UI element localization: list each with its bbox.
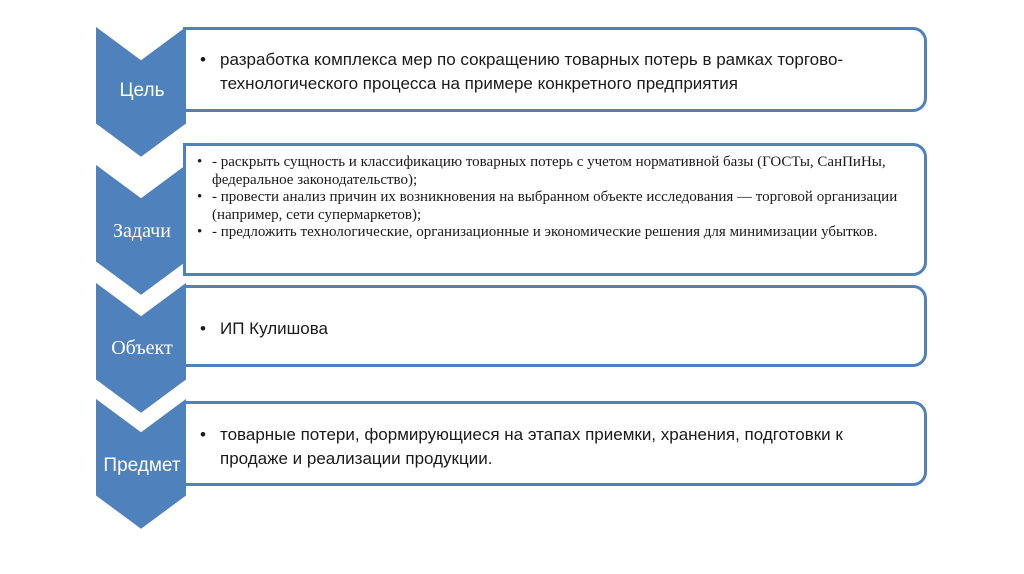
- object-list: [186, 288, 924, 341]
- chevron-label-tasks: Задачи: [113, 220, 171, 242]
- subject-item: • товарные потери, формирующиеся на этапах приемки, хранения, подготовки к продаже и реализации продукции.: [220, 423, 904, 471]
- goal-item: • разработка комплекса мер по сокращению товарных потерь в рамках торгово-технологического процесса на примере конкретного предприятия: [220, 48, 904, 96]
- goal-box: [183, 27, 927, 112]
- task-item: • - предложить технологические, организационные и экономические решения для минимизации убытков.: [212, 224, 908, 242]
- goal-list: [186, 30, 924, 96]
- chevron-label-subject: Предмет: [103, 455, 181, 476]
- subject-list: [186, 404, 924, 471]
- tasks-list: [186, 146, 924, 242]
- tasks-box: [183, 143, 927, 276]
- chevron-label-object: Объект: [111, 337, 173, 359]
- object-item: • ИП Кулишова: [220, 317, 904, 341]
- subject-box: [183, 401, 927, 486]
- chevron-label-goal: Цель: [119, 80, 165, 101]
- task-item: • - провести анализ причин их возникновения на выбранном объекте исследования — торговой организации (например, сети супермаркетов);: [212, 189, 908, 224]
- object-box: [183, 285, 927, 367]
- task-item: • - раскрыть сущность и классификацию товарных потерь с учетом нормативной базы (ГОСТы, СанПиНы, федеральное законодательство);: [212, 154, 908, 189]
